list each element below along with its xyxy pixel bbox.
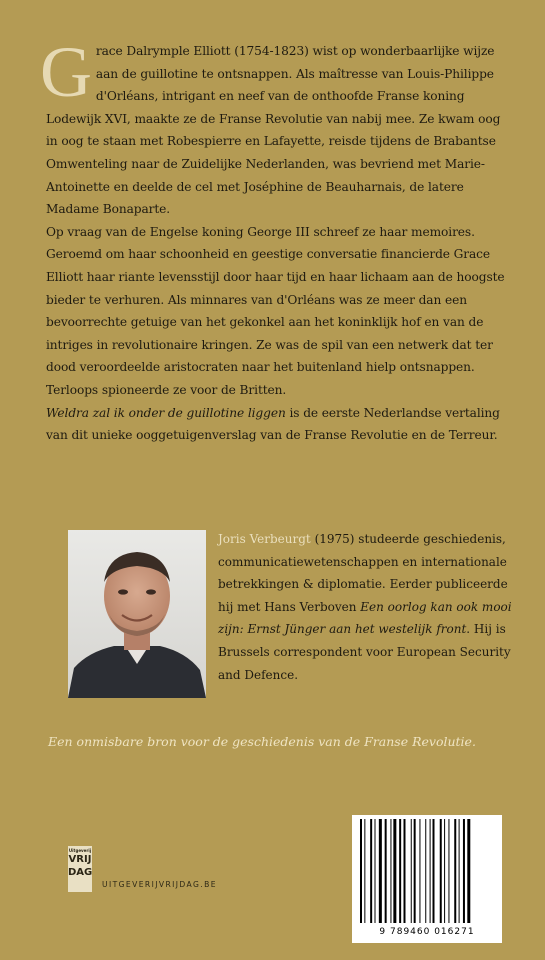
publisher-logo bbox=[68, 846, 92, 892]
barcode-bar bbox=[385, 819, 387, 923]
author-previous-book: Een oorlog kan ook mooi zijn: Ernst Jünger aan het westelijk front bbox=[218, 599, 512, 637]
barcode-bar bbox=[440, 819, 442, 923]
publisher-logo-small-text: Uitgeverij bbox=[68, 848, 92, 853]
barcode-bar bbox=[459, 819, 460, 923]
author-bio-text-2: . Hij is Brussels correspondent voor European Security and Defence. bbox=[218, 622, 511, 682]
barcode-bar bbox=[370, 819, 372, 923]
blurb-paragraph-2: Op vraag van de Engelse koning George III schreef ze haar memoires. Geroemd om haar schoonheid en geestige conversatie financierde Grace Elliott haar riante levensstijl door haar tijd en haar lichaam aan de hoogste bieder te verhuren. Als minnares van d'Orléans was ze meer dan een bevoorrechte getuige van het gekonkel aan het koninklijk hof en van de intriges in revolutionaire kringen. Ze was de spil van een netwerk dat ter dood veroordeelde aristocraten naar het buitenland hielp ontsnappen. Terloops spioneerde ze voor de Britten. bbox=[46, 224, 505, 397]
author-photo bbox=[68, 530, 206, 698]
barcode-bar bbox=[379, 819, 382, 923]
tagline: Een onmisbare bron voor de geschiedenis van de Franse Revolutie. bbox=[48, 734, 476, 749]
barcode-bar bbox=[375, 819, 376, 923]
barcode-bar bbox=[463, 819, 465, 923]
author-bio bbox=[218, 528, 518, 686]
isbn-barcode bbox=[352, 815, 502, 943]
book-title: Weldra zal ik onder de guillotine liggen bbox=[46, 405, 286, 420]
blurb-paragraph-1-text: race Dalrymple Elliott (1754-1823) wist op wonderbaarlijke wijze aan de guillotine te ontsnappen. Als maîtresse van Louis-Philippe d'Orléans, intrigant en neef van de onthoofde Franse koning Lodewijk XVI, maakte ze de Franse Revolutie van nabij mee. Ze kwam oog in oog te staan met Robespierre en Lafayette, reisde tijdens de Brabantse Omwenteling naar de Zuidelijke Nederlanden, was bevriend met Marie-Antoinette en deelde de cel met Joséphine de Beauharnais, de latere Madame Bonaparte. bbox=[46, 44, 501, 217]
barcode-bar bbox=[404, 819, 406, 923]
blurb bbox=[40, 32, 506, 447]
publisher-logo-line-1: VRIJ bbox=[68, 854, 92, 865]
barcode-bar bbox=[454, 819, 456, 923]
blurb-paragraph-3 bbox=[46, 402, 506, 447]
barcode-bar bbox=[425, 819, 426, 923]
isbn-number: 9 789460 016271 bbox=[379, 927, 475, 937]
barcode-bar bbox=[430, 819, 431, 923]
barcode-bar bbox=[399, 819, 401, 923]
publisher-logo-line-2: DAG bbox=[68, 867, 93, 878]
author-bio-text-1: (1975) studeerde geschiedenis, communicatiewetenschappen en internationale betrekkingen & diplomatie. Eerder publiceerde hij met Hans Verboven bbox=[218, 532, 508, 614]
barcode-bar bbox=[393, 819, 396, 923]
drop-cap: G bbox=[40, 32, 92, 112]
barcode-bar bbox=[448, 819, 449, 923]
barcode-bar bbox=[411, 819, 412, 923]
barcode-bar bbox=[467, 819, 470, 923]
author-name: Joris Verbeurgt bbox=[218, 532, 311, 546]
barcode-bar bbox=[364, 819, 365, 923]
blurb-paragraph-3-text: is de eerste Nederlandse vertaling van dit unieke ooggetuigenverslag van de Franse Revolutie en de Terreur. bbox=[46, 405, 500, 443]
barcode-bar bbox=[433, 819, 435, 923]
barcode-bar bbox=[390, 819, 391, 923]
blurb-paragraph-1 bbox=[40, 32, 506, 221]
barcode-bar bbox=[444, 819, 445, 923]
publisher-website: UITGEVERIJVRIJDAG.BE bbox=[102, 880, 217, 889]
barcode-bar bbox=[414, 819, 416, 923]
barcode-bar bbox=[419, 819, 420, 923]
barcode-bar bbox=[360, 819, 362, 923]
